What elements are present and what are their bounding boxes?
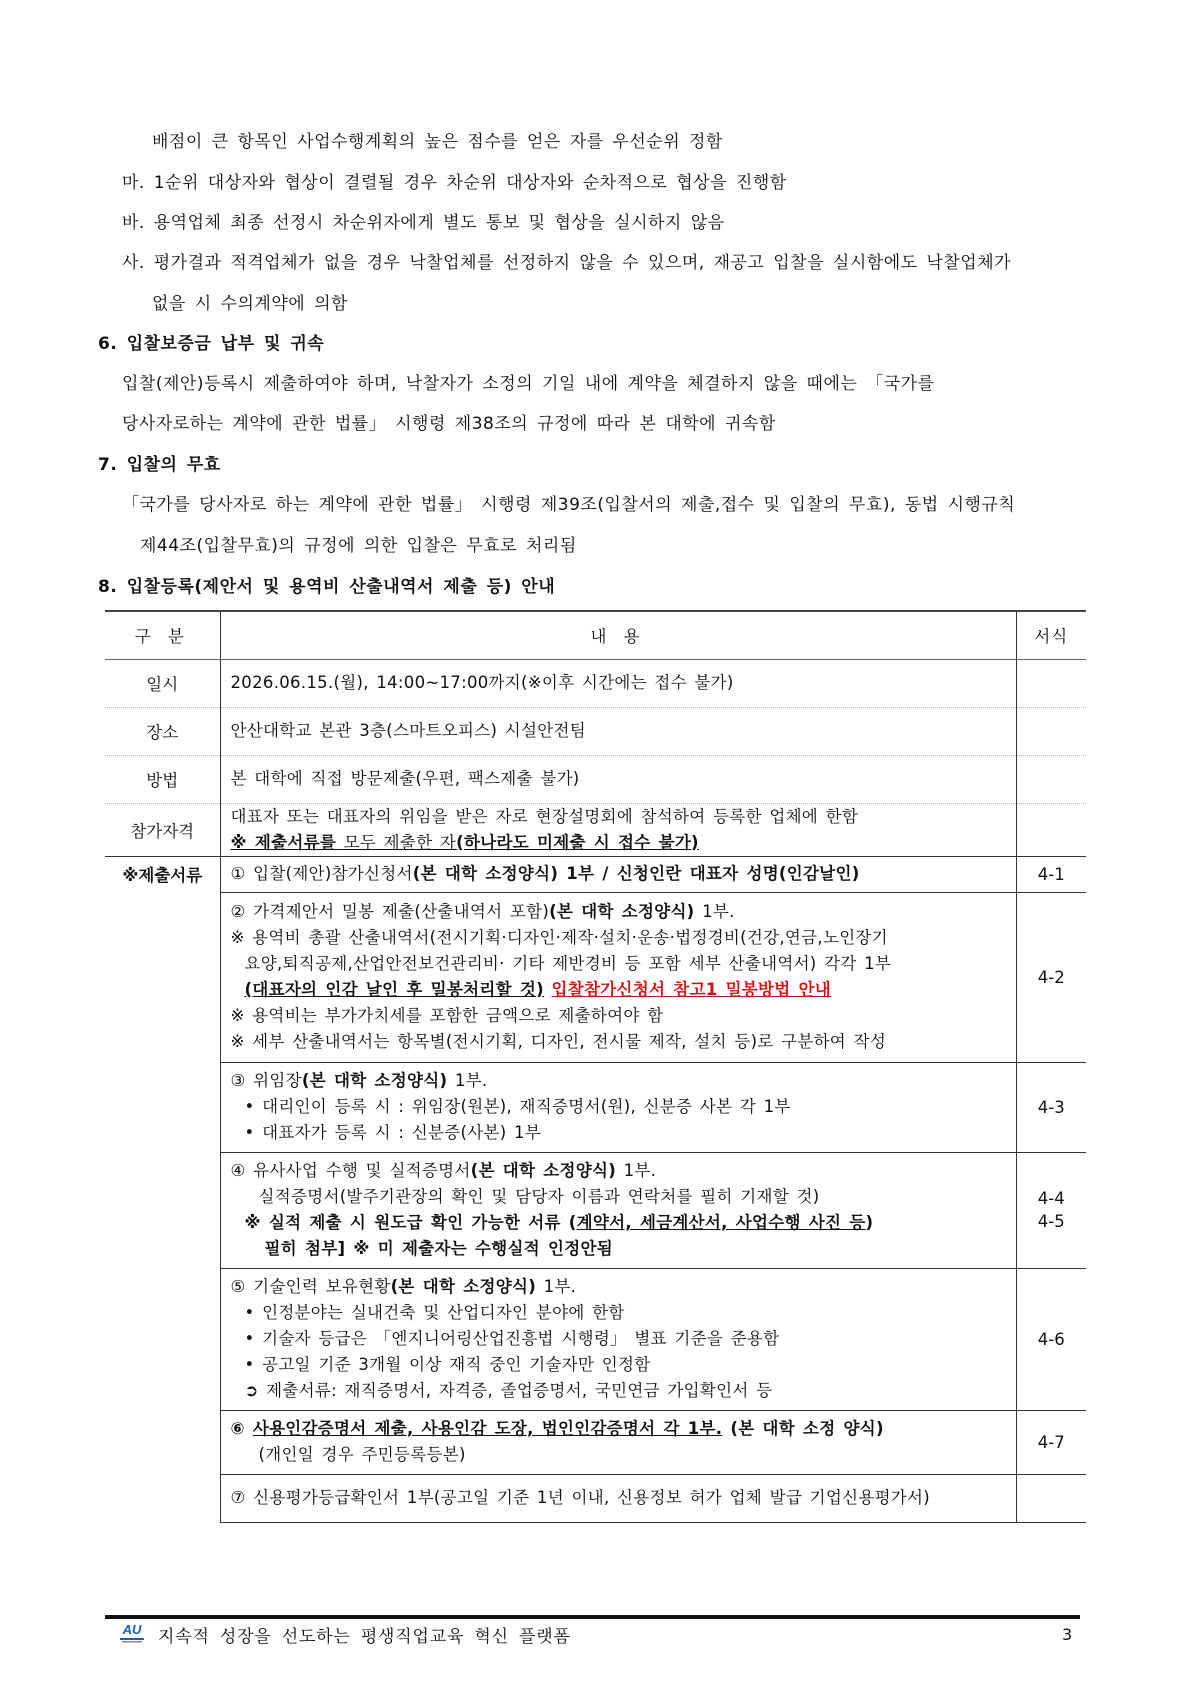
form-number: 4-6 bbox=[1016, 1268, 1086, 1410]
table-row bbox=[105, 892, 1086, 1062]
row-label: 일시 bbox=[105, 659, 220, 707]
document-item-5: ⑤ 기술인력 보유현황(본 대학 소정양식) 1부. • 인정분야는 실내건축 및 산업디자인 분야에 한함 • 기술자 등급은 「엔지니어링산업진흥법 시행령」 별표 기준을 준용함 • 공고일 기준 3개월 이상 재직 중인 기술자만 인정함 ➲ 제출서류: 재직증명서, 자격증, 졸업증명서, 국민연금 가입확인서 등 bbox=[220, 1268, 1016, 1410]
table-row bbox=[105, 1410, 1086, 1474]
table-row bbox=[105, 755, 1086, 803]
footer-slogan: 지속적 성장을 선도하는 평생직업교육 혁신 플랫폼 bbox=[158, 1627, 571, 1647]
row-value: 안산대학교 본관 3층(스마트오피스) 시설안전팀 bbox=[220, 707, 1016, 755]
table-row bbox=[105, 1474, 1086, 1522]
table-row bbox=[105, 803, 1086, 856]
paragraph-line: 배점이 큰 항목인 사업수행계획의 높은 점수를 얻은 자를 우선순위 정함 bbox=[152, 132, 723, 152]
qualification-line: 대표자 또는 대표자의 위임을 받은 자로 현장설명회에 참석하여 등록한 업체에 한함 bbox=[230, 806, 859, 826]
table-header-row bbox=[105, 611, 1086, 659]
document-item-7: ⑦ 신용평가등급확인서 1부(공고일 기준 1년 이내, 신용정보 허가 업체 발급 기업신용평가서) bbox=[220, 1474, 1016, 1522]
column-header: 내 용 bbox=[220, 611, 1016, 659]
table-row bbox=[105, 707, 1086, 755]
paragraph-line: 바. 용역업체 최종 선정시 차순위자에게 별도 통보 및 협상을 실시하지 않음 bbox=[122, 213, 725, 233]
row-value bbox=[220, 803, 1016, 856]
qualification-line: ※ 제출서류를 모두 제출한 자(하나라도 미제출 시 접수 불가) bbox=[230, 832, 699, 852]
column-header: 구 분 bbox=[105, 611, 220, 659]
paragraph-line: 마. 1순위 대상자와 협상이 결렬될 경우 차순위 대상자와 순차적으로 협상을 진행함 bbox=[122, 173, 787, 193]
form-number: 4-2 bbox=[1016, 892, 1086, 1062]
column-header: 서식 bbox=[1016, 611, 1086, 659]
row-label: 참가자격 bbox=[105, 803, 220, 856]
form-number: 4-1 bbox=[1016, 856, 1086, 892]
notice-link: 입찰참가신청서 참고1 밀봉방법 안내 bbox=[551, 980, 832, 999]
document-item-1: ① 입찰(제안)참가신청서(본 대학 소정양식) 1부 / 신청인란 대표자 성명(인감날인) bbox=[220, 856, 1016, 892]
paragraph-line: 입찰(제안)등록시 제출하여야 하며, 낙찰자가 소정의 기일 내에 계약을 체결하지 않을 때에는 「국가를 bbox=[122, 374, 935, 394]
form-number: 4-3 bbox=[1016, 1062, 1086, 1152]
paragraph-line: 「국가를 당사자로 하는 계약에 관한 법률」 시행령 제39조(입찰서의 제출,접수 및 입찰의 무효), 동법 시행규칙 bbox=[122, 495, 1016, 515]
paragraph-line: 당사자로하는 계약에 관한 법률」 시행령 제38조의 규정에 따라 본 대학에 귀속함 bbox=[122, 414, 776, 434]
svg-text:AU: AU bbox=[122, 1622, 142, 1637]
row-value: 2026.06.15.(월), 14:00~17:00까지(※이후 시간에는 접수 불가) bbox=[220, 659, 1016, 707]
row-label: 장소 bbox=[105, 707, 220, 755]
footer-divider bbox=[105, 1615, 1080, 1619]
document-item-6: ⑥ 사용인감증명서 제출, 사용인감 도장, 법인인감증명서 각 1부. (본 대학 소정 양식) (개인일 경우 주민등록등본) bbox=[220, 1410, 1016, 1474]
section-heading-6: 6. 입찰보증금 납부 및 귀속 bbox=[98, 334, 325, 354]
section-heading-7: 7. 입찰의 무효 bbox=[98, 455, 221, 475]
row-value: 본 대학에 직접 방문제출(우편, 팩스제출 불가) bbox=[220, 755, 1016, 803]
table-row bbox=[105, 856, 1086, 892]
document-item-3: ③ 위임장(본 대학 소정양식) 1부. • 대리인이 등록 시 : 위임장(원본), 재직증명서(원), 신분증 사본 각 1부 • 대표자가 등록 시 : 신분증(사본) 1부 bbox=[220, 1062, 1016, 1152]
table-row bbox=[105, 1152, 1086, 1268]
row-label: 방법 bbox=[105, 755, 220, 803]
paragraph-line: 사. 평가결과 적격업체가 없을 경우 낙찰업체를 선정하지 않을 수 있으며, 재공고 입찰을 실시함에도 낙찰업체가 bbox=[122, 253, 1012, 273]
row-label: ※제출서류 bbox=[105, 856, 220, 892]
table-row bbox=[105, 1268, 1086, 1410]
document-item-4: ④ 유사사업 수행 및 실적증명서(본 대학 소정양식) 1부. 실적증명서(발주기관장의 확인 및 담당자 이름과 연락처를 필히 기재할 것) ※ 실적 제출 시 원도급 확인 가능한 서류 (계약서, 세금계산서, 사업수행 사진 등) 필히 첨부] ※ 미 제출자는 수행실적 인정안됨 bbox=[220, 1152, 1016, 1268]
form-number: 4-7 bbox=[1016, 1410, 1086, 1474]
university-logo-icon bbox=[118, 1622, 146, 1644]
paragraph-line: 제44조(입찰무효)의 규정에 의한 입찰은 무효로 처리됨 bbox=[140, 536, 577, 556]
page-number: 3 bbox=[1062, 1625, 1073, 1644]
paragraph-line: 없을 시 수의계약에 의함 bbox=[152, 294, 348, 314]
form-number: 4-4 4-5 bbox=[1016, 1152, 1086, 1268]
document-item-2: ② 가격제안서 밀봉 제출(산출내역서 포함)(본 대학 소정양식) 1부. ※ 용역비 총괄 산출내역서(전시기획·디자인·제작·설치·운송·법정경비(건강,연금,노인장기 요양,퇴직공제,산업안전보건관리비· 기타 제반경비 등 포함 세부 산출내역서) 각각 1부 (대표자의 인감 날인 후 밀봉처리할 것) 입찰참가신청서 참고1 밀봉방법 안내 ※ 용역비는 부가가치세를 포함한 금액으로 제출하여야 함 ※ 세부 산출내역서는 항목별(전시기획, 디자인, 전시물 제작, 설치 등)로 구분하여 작성 bbox=[220, 892, 1016, 1062]
table-row bbox=[105, 659, 1086, 707]
section-heading-8: 8. 입찰등록(제안서 및 용역비 산출내역서 제출 등) 안내 bbox=[98, 577, 556, 597]
submission-table bbox=[105, 610, 1086, 1523]
table-row bbox=[105, 1062, 1086, 1152]
